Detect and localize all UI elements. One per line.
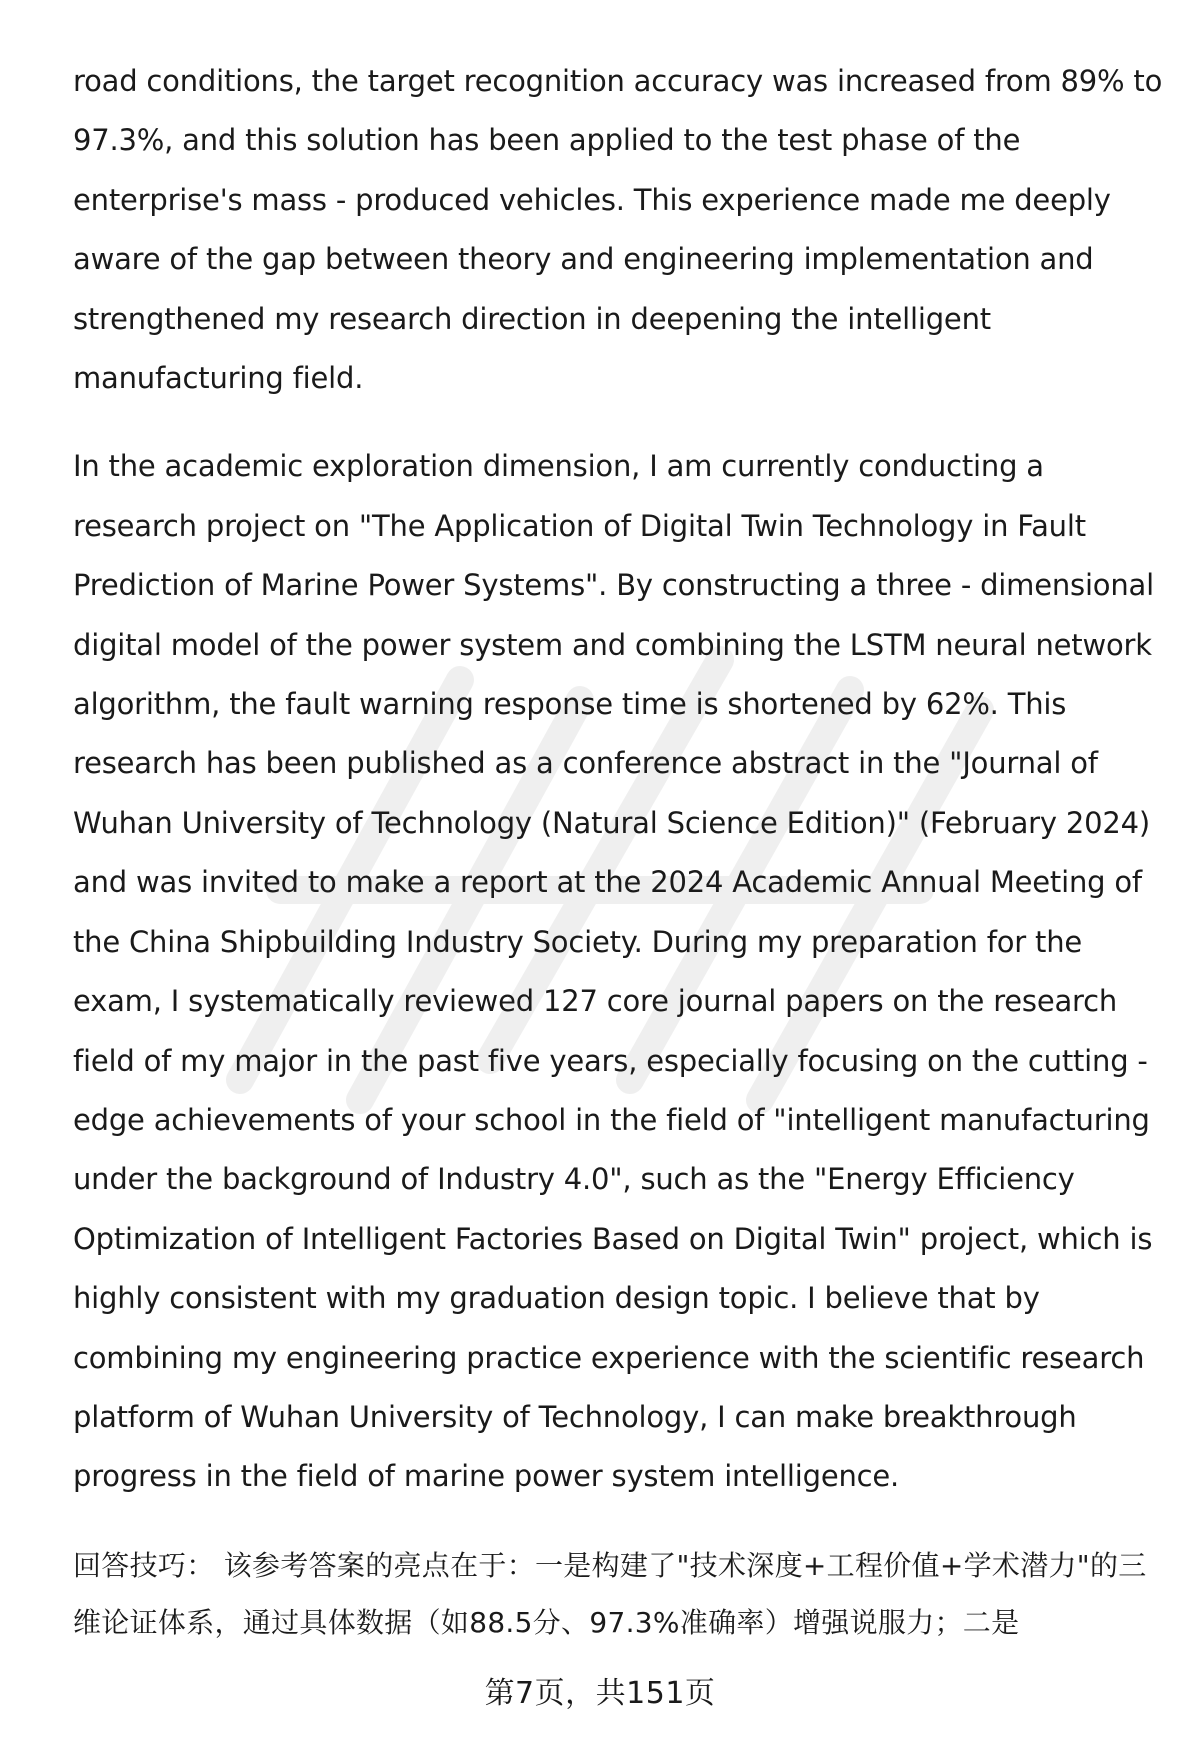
body-paragraph-2: In the academic exploration dimension, I am currently conducting a research project on "The Application of Digital Twin Technology in Fault Prediction of Marine Power Systems". By constructing a three - dimensional digital model of the power system and combining the LSTM neural network algorithm, the fault warning response time is shortened by 62%. This research has been published as a conference abstract in the "Journal of Wuhan University of Technology (Natural Science Edition)" (February 2024) and was invited to make a report at the 2024 Academic Annual Meeting of the China Shipbuilding Industry Society. During my preparation for the exam, I systematically reviewed 127 core journal papers on the research field of my major in the past five years, especially focusing on the cutting - edge achievements of your school in the field of "intelligent manufacturing under the background of Industry 4.0", such as the "Energy Efficiency Optimization of Intelligent Factories Based on Digital Twin" project, which is highly consistent with my graduation design topic. I believe that by combining my engineering practice experience with the scientific research platform of Wuhan University of Technology, I can make breakthrough progress in the field of marine power system intelligence. — [73, 449, 1154, 1494]
document-page — [73, 52, 1163, 1651]
answer-tip: 回答技巧： 该参考答案的亮点在于：一是构建了"技术深度+工程价值+学术潜力"的三维论证体系，通过具体数据（如88.5分、97.3%准确率）增强说服力；二是 — [73, 1548, 1147, 1639]
page-number: 第7页，共151页 — [484, 1676, 716, 1711]
body-paragraph-1: road conditions, the target recognition accuracy was increased from 89% to 97.3%, and this solution has been applied to the test phase of the enterprise's mass - produced vehicles. This experience made me deeply aware of the gap between theory and engineering implementation and strengthened my research direction in deepening the intelligent manufacturing field. — [73, 64, 1163, 396]
